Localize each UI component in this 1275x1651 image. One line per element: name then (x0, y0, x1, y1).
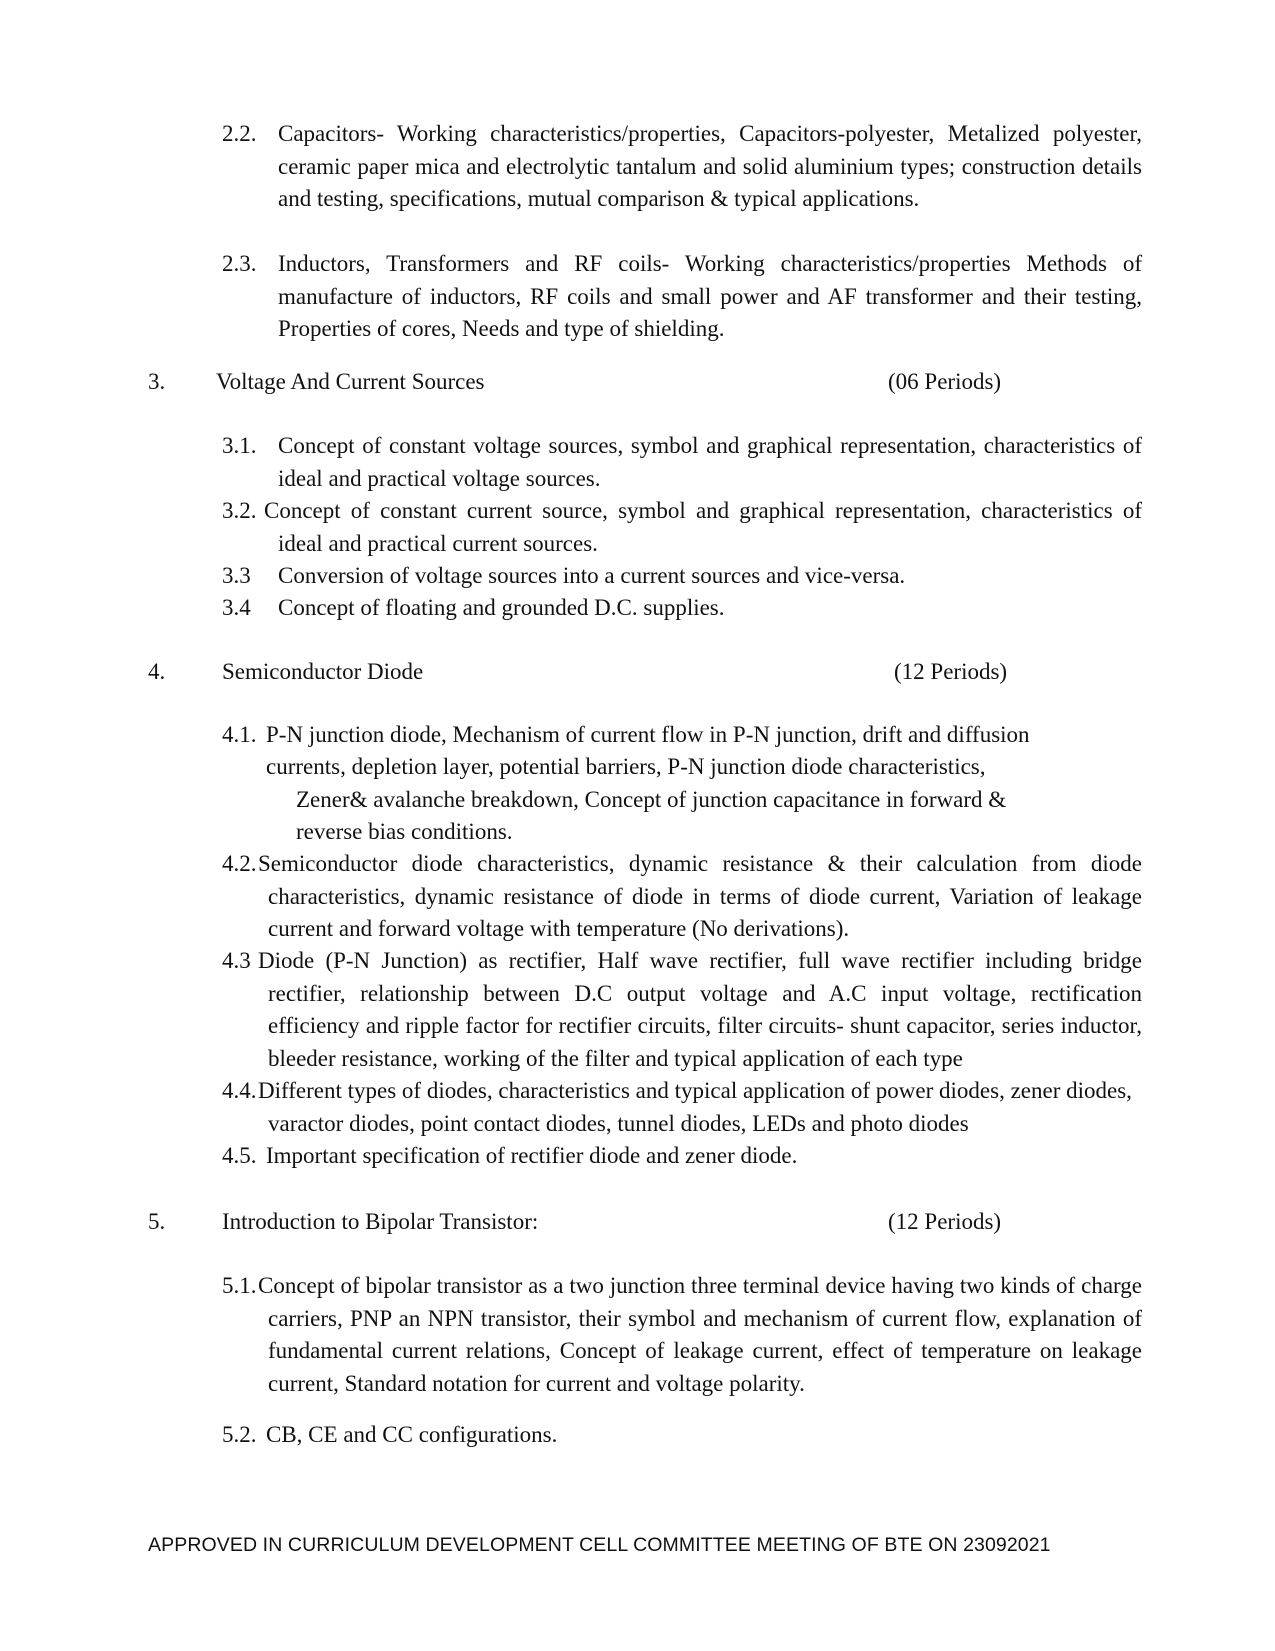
section-periods: (06 Periods) (888, 369, 1002, 394)
item-line: reverse bias conditions. (296, 819, 513, 844)
item-text: Diode (P-N Junction) as rectifier, Half wave rectifier, full wave rectifier including bridge rectifier, relationship between D.C output voltage and A.C input voltage, rectification efficiency and ripple factor for rectifier circuits, filter circuits- shunt capacitor, series inductor, bleeder resistance, working of the filter and typical application of each type (258, 948, 1142, 1071)
item-text: Conversion of voltage sources into a current sources and vice-versa. (278, 563, 906, 588)
section-number: 3. (148, 369, 166, 394)
page-footer: APPROVED IN CURRICULUM DEVELOPMENT CELL COMMITTEE MEETING OF BTE ON 23092021 (148, 1534, 1051, 1556)
item-text: Inductors, Transformers and RF coils- Working characteristics/properties Methods of manufacture of inductors, RF coils and small power and AF transformer and their testing, Properties of cores, Needs and type of shielding. (278, 251, 1142, 341)
item-number: 3.2. (222, 498, 257, 523)
item-text: Semiconductor diode characteristics, dynamic resistance & their calculation from diode characteristics, dynamic resistance of diode in terms of diode current, Variation of leakage current and forward voltage with temperature (No derivations). (258, 851, 1142, 941)
item-3-1 (222, 430, 1142, 495)
item-text: CB, CE and CC configurations. (266, 1422, 558, 1447)
section-heading-3 (148, 366, 1148, 398)
item-number: 5.1. (222, 1273, 257, 1298)
section-number: 4. (148, 659, 166, 684)
item-number: 5.2. (222, 1422, 257, 1447)
item-number: 3.1. (222, 433, 257, 458)
item-2-2 (222, 118, 1142, 216)
section-heading-5 (148, 1206, 1148, 1238)
item-3-2 (222, 495, 1142, 560)
section-periods: (12 Periods) (894, 659, 1008, 684)
item-4-5 (222, 1140, 1142, 1173)
section-number: 5. (148, 1209, 166, 1234)
item-text: Capacitors- Working characteristics/properties, Capacitors-polyester, Metalized polyester, ceramic paper mica and electrolytic tantalum and solid aluminium types; construction details and testing, specifications, mutual comparison & typical applications. (278, 121, 1142, 211)
section-title: Semiconductor Diode (222, 659, 424, 684)
item-3-3 (222, 560, 1142, 593)
item-number: 4.3 (222, 948, 251, 973)
section-title: Introduction to Bipolar Transistor: (222, 1209, 539, 1234)
item-number: 4.2. (222, 851, 257, 876)
item-line: Zener& avalanche breakdown, Concept of junction capacitance in forward & (296, 787, 1007, 812)
section-heading-4 (148, 656, 1148, 688)
item-number: 4.1. (222, 722, 257, 747)
item-line: P-N junction diode, Mechanism of current flow in P-N junction, drift and diffusion (266, 722, 1030, 747)
item-number: 4.5. (222, 1143, 257, 1168)
item-number: 3.4 (222, 595, 251, 620)
item-text: Important specification of rectifier diode and zener diode. (266, 1143, 798, 1168)
item-number: 2.3. (222, 251, 257, 276)
item-4-3 (222, 945, 1142, 1075)
item-5-1 (222, 1270, 1142, 1400)
item-text: Different types of diodes, characteristics and typical application of power diodes, zener diodes, varactor diodes, point contact diodes, tunnel diodes, LEDs and photo diodes (258, 1078, 1132, 1136)
item-text: Concept of bipolar transistor as a two junction three terminal device having two kinds of charge carriers, PNP an NPN transistor, their symbol and mechanism of current flow, explanation of fundamental current relations, Concept of leakage current, effect of temperature on leakage current, Standard notation for current and voltage polarity. (258, 1273, 1142, 1396)
item-4-2 (222, 848, 1142, 946)
item-number: 3.3 (222, 563, 251, 588)
item-5-2 (222, 1419, 1142, 1452)
item-text: Concept of constant current source, symbol and graphical representation, characteristics of ideal and practical current sources. (264, 498, 1142, 556)
item-number: 4.4. (222, 1078, 257, 1103)
item-2-3 (222, 248, 1142, 346)
section-title: Voltage And Current Sources (216, 369, 485, 394)
item-text: Concept of constant voltage sources, symbol and graphical representation, characteristics of ideal and practical voltage sources. (278, 433, 1142, 491)
item-3-4 (222, 592, 1142, 625)
item-number: 2.2. (222, 121, 257, 146)
item-text: Concept of floating and grounded D.C. supplies. (278, 595, 725, 620)
section-periods: (12 Periods) (888, 1209, 1002, 1234)
item-line: currents, depletion layer, potential barriers, P-N junction diode characteristics, (266, 754, 986, 779)
item-4-4 (222, 1075, 1142, 1140)
